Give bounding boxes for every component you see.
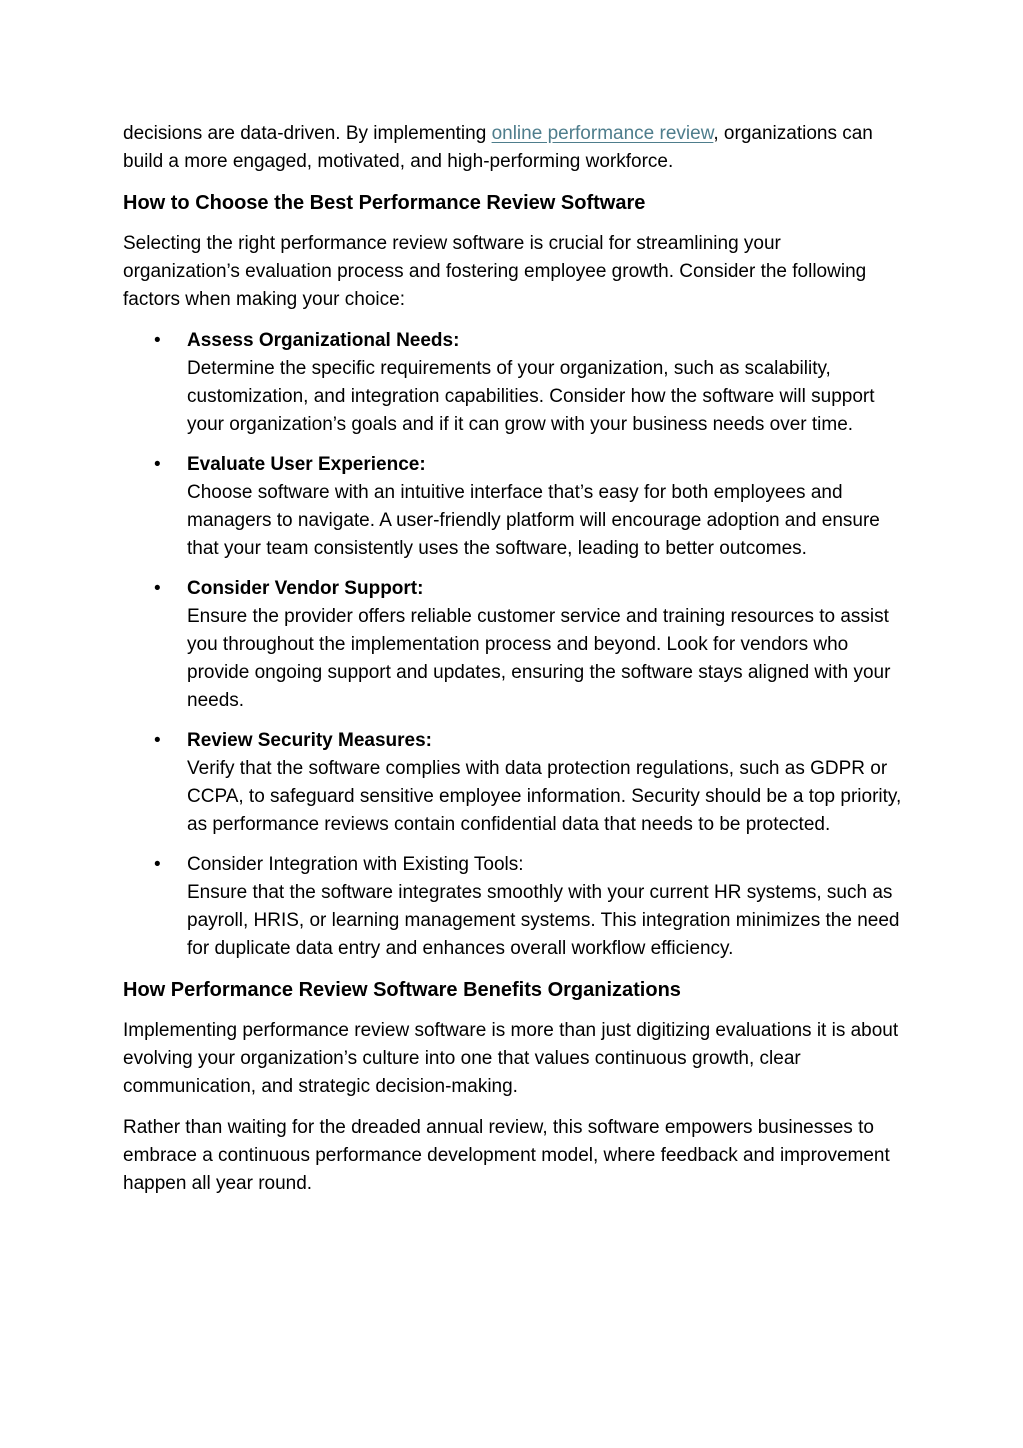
- list-item-integration-tools: [123, 851, 903, 963]
- list-item-vendor-support: [123, 575, 903, 715]
- intro-paragraph-suffix: , organizations can build a more engaged, motivated, and high-performing workforce.: [123, 123, 873, 172]
- bullet-title: • Assess Organizational Needs:: [187, 330, 460, 351]
- online-performance-review-link[interactable]: online performance review: [491, 123, 714, 144]
- bullet-title: • Review Security Measures:: [187, 730, 433, 751]
- bullet-title: • Consider Vendor Support:: [187, 578, 424, 599]
- bullet-text: Determine the specific requirements of your organization, such as scalability, customization, and integration capabilities. Consider how the software will support your organization’s goals and if it can grow with your business needs over time.: [187, 358, 875, 435]
- document-content: [123, 120, 903, 1198]
- list-item-user-experience: [123, 451, 903, 563]
- intro-paragraph-prefix: decisions are data-driven. By implementing: [123, 123, 492, 144]
- choose-intro-paragraph: Selecting the right performance review software is crucial for streamlining your organization’s evaluation process and fostering employee growth. Consider the following factors when making your choice:: [123, 233, 867, 310]
- heading-how-to-choose: How to Choose the Best Performance Review Software: [123, 192, 646, 214]
- list-item-assess-needs: [123, 327, 903, 439]
- intro-paragraph: [123, 120, 903, 176]
- bullet-title: • Evaluate User Experience:: [187, 454, 426, 475]
- bullet-text: Ensure that the software integrates smoothly with your current HR systems, such as payroll, HRIS, or learning management systems. This integration minimizes the need for duplicate data entry and enhances overall workflow efficiency.: [187, 882, 900, 959]
- heading-benefits: How Performance Review Software Benefits Organizations: [123, 979, 681, 1001]
- benefits-paragraph-1: Implementing performance review software is more than just digitizing evaluations it is about evolving your organization’s culture into one that values continuous growth, clear communication, and strategic decision-making.: [123, 1020, 899, 1097]
- bullet-text: Verify that the software complies with data protection regulations, such as GDPR or CCPA, to safeguard sensitive employee information. Security should be a top priority, as performance reviews contain confidential data that needs to be protected.: [187, 758, 902, 835]
- bullet-text: Ensure the provider offers reliable customer service and training resources to assist you throughout the implementation process and beyond. Look for vendors who provide ongoing support and updates, ensuring the software stays aligned with your needs.: [187, 606, 891, 711]
- list-item-security-measures: [123, 727, 903, 839]
- selection-factors-list: [123, 327, 903, 963]
- bullet-text: Choose software with an intuitive interface that’s easy for both employees and managers to navigate. A user-friendly platform will encourage adoption and ensure that your team consistently uses the software, leading to better outcomes.: [187, 482, 880, 559]
- bullet-title: • Consider Integration with Existing Tools:: [187, 854, 524, 875]
- benefits-paragraph-2: Rather than waiting for the dreaded annual review, this software empowers businesses to embrace a continuous performance development model, where feedback and improvement happen all year round.: [123, 1117, 890, 1194]
